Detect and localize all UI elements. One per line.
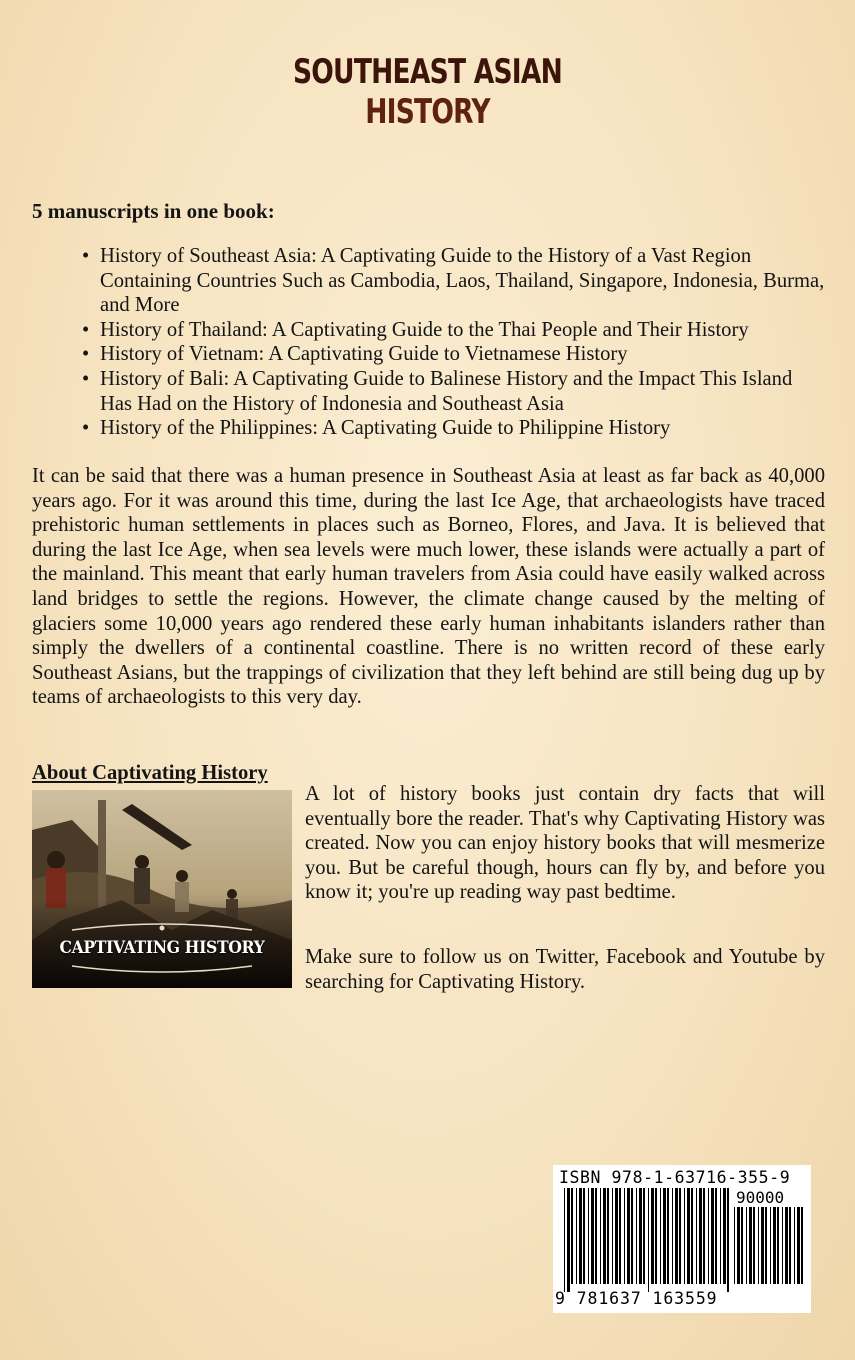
barcode-bar	[749, 1207, 752, 1284]
addon-barcode-bars	[734, 1207, 804, 1292]
barcode-bar	[684, 1188, 685, 1284]
barcode-bar	[794, 1207, 795, 1284]
book-list-item: • History of Vietnam: A Captivating Guide to Vietnamese History	[82, 342, 827, 367]
barcode-bar	[758, 1207, 759, 1284]
barcode-bar	[655, 1188, 657, 1284]
title-line-1: SOUTHEAST ASIAN	[292, 52, 563, 92]
isbn-label: ISBN 978-1-63716-355-9	[559, 1168, 791, 1188]
barcode-bar	[576, 1188, 577, 1284]
about-paragraph-2: Make sure to follow us on Twitter, Facebook and Youtube by searching for Captivating History.	[305, 946, 825, 993]
book-list-item: • History of Southeast Asia: A Captivating Guide to the History of a Vast Region Containing Countries Such as Cambodia, Laos, Thailand, Singapore, Indonesia, Burma, and More	[82, 244, 827, 318]
intro-paragraph: It can be said that there was a human presence in Southeast Asia at least as far back as 40,000 years ago. For it was around this time, during the last Ice Age, that archaeologists have traced prehistoric human settlements in places such as Borneo, Flores, and Java. It is believed that during the last Ice Age, when sea levels were much lower, these islands were actually a part of the mainland. This meant that early human travelers from Asia could have easily walked across land bridges to settle the regions. However, the climate change caused by the melting of glaciers some 10,000 years ago rendered these early human inhabitants islanders rather than simply the dwellers of a continental coastline. There is no written record of these early Southeast Asians, but the trappings of civilization that they left behind are still being dug up by teams of archaeologists to this very day.	[32, 465, 825, 709]
barcode-bar	[761, 1207, 764, 1284]
barcode-bar	[770, 1207, 771, 1284]
barcode-bar	[636, 1188, 637, 1284]
battle-painting-image	[32, 790, 292, 988]
barcode-bar	[765, 1207, 767, 1284]
isbn-barcode	[553, 1165, 811, 1313]
barcode-bar	[789, 1207, 791, 1284]
barcode-bar	[785, 1207, 788, 1284]
barcode-bar	[619, 1188, 621, 1284]
barcode-bar	[603, 1188, 606, 1284]
barcode-bar	[583, 1188, 585, 1284]
barcode-bar	[708, 1188, 709, 1284]
barcode-bar	[691, 1188, 693, 1284]
barcode-bar	[643, 1188, 645, 1284]
barcode-bar	[667, 1188, 669, 1284]
title-line-2: HISTORY	[365, 92, 490, 132]
barcode-bar	[741, 1207, 743, 1284]
manuscripts-lead: 5 manuscripts in one book:	[32, 199, 275, 223]
barcode-bar	[663, 1188, 666, 1284]
about-heading: About Captivating History	[32, 762, 268, 784]
about-paragraph-1: A lot of history books just contain dry facts that will eventually bore the reader. That's why Captivating History was created. Now you can enjoy history books that will mesmerize you. But be careful though, hours can fly by, and before you know it; you're up reading way past bedtime.	[305, 783, 825, 904]
barcode-bar	[687, 1188, 690, 1284]
barcode-bar	[746, 1207, 747, 1284]
barcode-bar	[571, 1188, 573, 1284]
barcode-bar	[797, 1207, 800, 1284]
price-code: 90000	[736, 1188, 785, 1207]
captivating-history-logo	[32, 790, 292, 988]
ean-digits: 9 781637 163559	[555, 1289, 718, 1308]
barcode-bar	[595, 1188, 597, 1284]
barcode-bar	[777, 1207, 779, 1284]
barcode-bar	[696, 1188, 697, 1284]
barcode-bar	[615, 1188, 618, 1284]
barcode-bar	[564, 1188, 565, 1292]
barcode-bar	[588, 1188, 589, 1284]
barcode-bar	[753, 1207, 755, 1284]
barcode-bar	[715, 1188, 717, 1284]
barcode-bar	[679, 1188, 681, 1284]
barcode-bar	[737, 1207, 740, 1284]
barcode-bar	[711, 1188, 714, 1284]
barcode-bar	[624, 1188, 625, 1284]
barcode-bar	[648, 1188, 649, 1292]
barcode-bar	[773, 1207, 776, 1284]
barcode-bar	[639, 1188, 642, 1284]
barcode-bar	[660, 1188, 661, 1284]
barcode-bar	[600, 1188, 601, 1284]
book-list	[82, 244, 827, 441]
barcode-bar	[631, 1188, 633, 1284]
barcode-bar	[672, 1188, 673, 1284]
book-list-item: • History of Thailand: A Captivating Guide to the Thai People and Their History	[82, 318, 827, 343]
barcode-bar	[675, 1188, 678, 1284]
barcode-bar	[612, 1188, 613, 1284]
barcode-bar	[699, 1188, 702, 1284]
barcode-bar	[801, 1207, 803, 1284]
barcode-bar	[627, 1188, 630, 1284]
barcode-bar	[727, 1188, 729, 1292]
barcode-bar	[734, 1207, 735, 1284]
barcode-bar	[782, 1207, 783, 1284]
barcode-bar	[703, 1188, 705, 1284]
barcode-bar	[591, 1188, 594, 1284]
book-list-item: • History of Bali: A Captivating Guide to Balinese History and the Impact This Island Has Had on the History of Indonesia and Southeast Asia	[82, 367, 827, 416]
barcode-bars	[564, 1188, 730, 1292]
barcode-bar	[723, 1188, 726, 1284]
barcode-bar	[720, 1188, 721, 1284]
book-list-item: • History of the Philippines: A Captivating Guide to Philippine History	[82, 416, 827, 441]
barcode-bar	[651, 1188, 654, 1284]
barcode-bar	[607, 1188, 609, 1284]
cover-title	[0, 52, 855, 132]
barcode-bar	[567, 1188, 570, 1292]
barcode-bar	[579, 1188, 582, 1284]
logo-text: CAPTIVATING HISTORY	[59, 938, 265, 958]
